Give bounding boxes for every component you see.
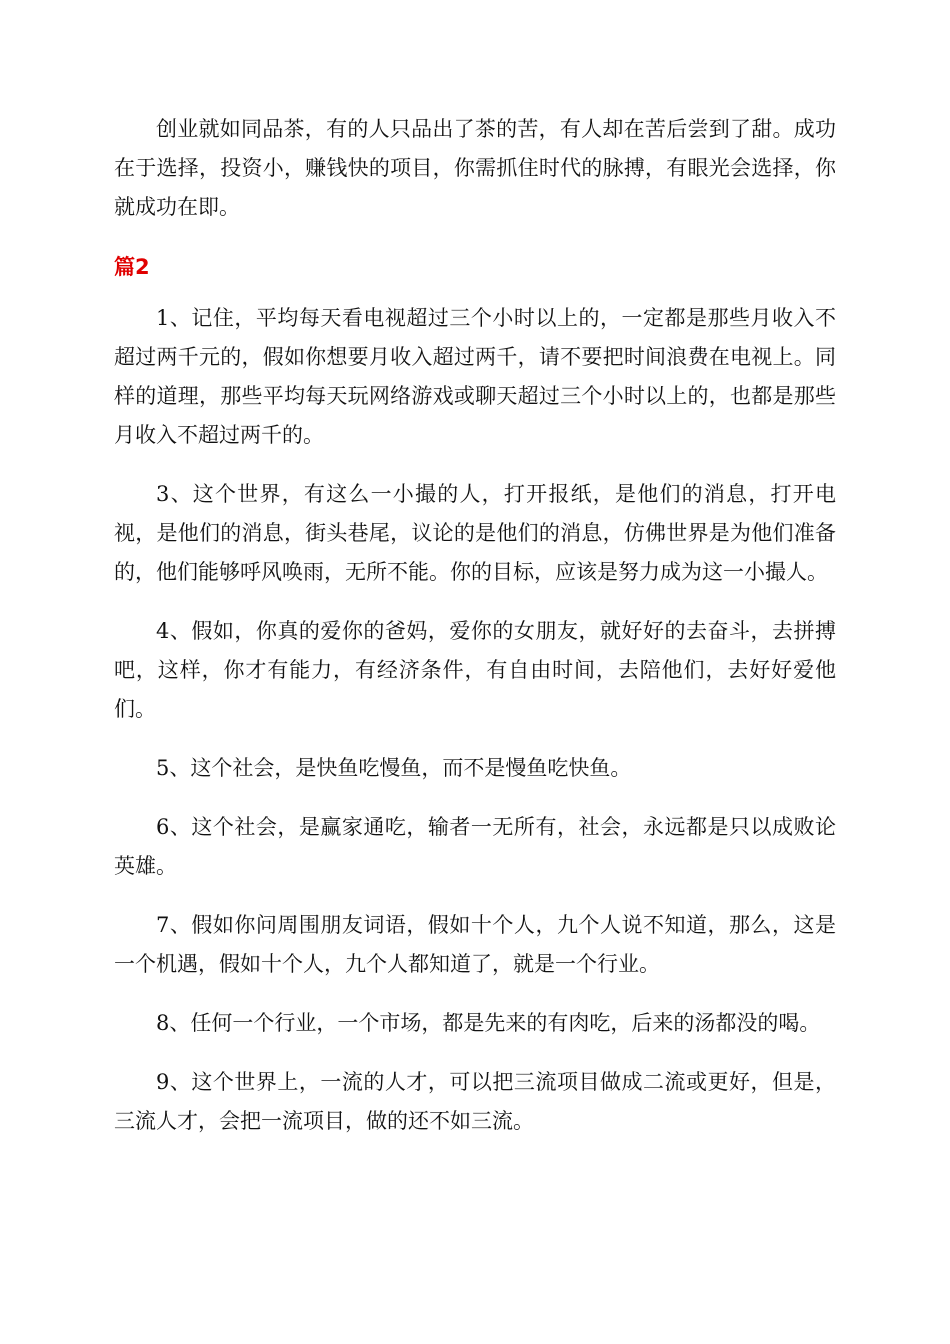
document-page	[114, 110, 836, 1161]
list-item: 7、假如你问周围朋友词语，假如十个人，九个人说不知道，那么，这是一个机遇，假如十个人，九个人都知道了，就是一个行业。	[114, 913, 836, 976]
list-item: 8、任何一个行业，一个市场，都是先来的有肉吃，后来的汤都没的喝。	[156, 1011, 821, 1035]
intro-paragraph: 创业就如同品茶，有的人只品出了茶的苦，有人却在苦后尝到了甜。成功在于选择，投资小，赚钱快的项目，你需抓住时代的脉搏，有眼光会选择，你就成功在即。	[114, 117, 836, 219]
list-item: 4、假如，你真的爱你的爸妈，爱你的女朋友，就好好的去奋斗，去拼搏吧，这样，你才有能力，有经济条件，有自由时间，去陪他们，去好好爱他们。	[114, 619, 836, 721]
list-item: 3、这个世界，有这么一小撮的人，打开报纸，是他们的消息，打开电视，是他们的消息，街头巷尾，议论的是他们的消息，仿佛世界是为他们准备的，他们能够呼风唤雨，无所不能。你的目标，应该是努力成为这一小撮人。	[114, 482, 836, 584]
list-item: 9、这个世界上，一流的人才，可以把三流项目做成二流或更好，但是，三流人才，会把一流项目，做的还不如三流。	[114, 1070, 836, 1133]
list-item: 6、这个社会，是赢家通吃，输者一无所有，社会，永远都是只以成败论英雄。	[114, 815, 836, 878]
list-item: 1、记住，平均每天看电视超过三个小时以上的，一定都是那些月收入不超过两千元的，假如你想要月收入超过两千，请不要把时间浪费在电视上。同样的道理，那些平均每天玩网络游戏或聊天超过三个小时以上的，也都是那些月收入不超过两千的。	[114, 306, 836, 447]
section-heading: 篇2	[114, 255, 150, 279]
list-item: 5、这个社会，是快鱼吃慢鱼，而不是慢鱼吃快鱼。	[156, 756, 632, 780]
